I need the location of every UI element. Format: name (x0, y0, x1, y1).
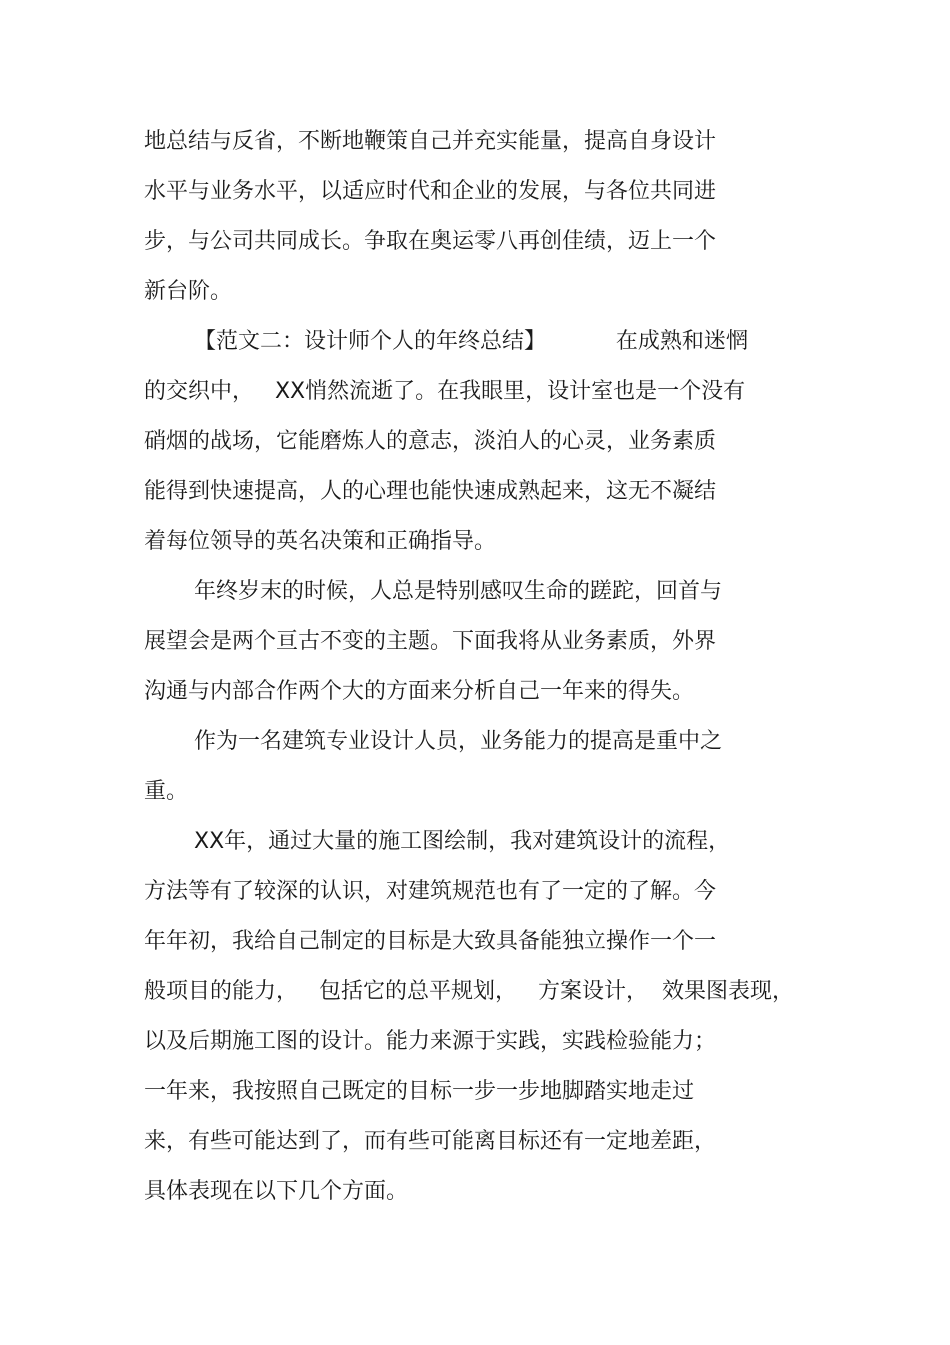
text-line: XX年，通过大量的施工图绘制，我对建筑设计的流程， (194, 829, 731, 854)
text-line: 具体表现在以下几个方面。 (144, 1179, 409, 1204)
text-line: 以及后期施工图的设计。能力来源于实践，实践检验能力； (144, 1029, 717, 1054)
text-line: 硝烟的战场，它能磨炼人的意志，淡泊人的心灵，业务素质 (144, 429, 717, 454)
text-line: 沟通与内部合作两个大的方面来分析自己一年来的得失。 (144, 679, 695, 704)
text-line: 年年初，我给自己制定的目标是大致具备能独立操作一个一 (144, 929, 717, 954)
text-line: 般项目的能力， 包括它的总平规划， 方案设计， 效果图表现， (144, 979, 794, 1004)
text-line: 方法等有了较深的认识，对建筑规范也有了一定的了解。今 (144, 879, 717, 904)
text-line: 新台阶。 (144, 279, 233, 304)
text-line: 来，有些可能达到了，而有些可能离目标还有一定地差距， (144, 1129, 717, 1154)
text-line: 步，与公司共同成长。争取在奥运零八再创佳绩，迈上一个 (144, 229, 717, 254)
section-heading-line: 【范文二：设计师个人的年终总结】 在成熟和迷惘 (194, 329, 748, 354)
text-line: 重。 (144, 779, 189, 804)
text-line: 的交织中， XX悄然流逝了。在我眼里，设计室也是一个没有 (144, 379, 746, 404)
text-line: 展望会是两个亘古不变的主题。下面我将从业务素质，外界 (144, 629, 717, 654)
text-line: 年终岁末的时候，人总是特别感叹生命的蹉跎，回首与 (194, 579, 723, 604)
text-line: 着每位领导的英名决策和正确指导。 (144, 529, 497, 554)
text-line: 能得到快速提高，人的心理也能快速成熟起来，这无不凝结 (144, 479, 717, 504)
text-line: 地总结与反省，不断地鞭策自己并充实能量，提高自身设计 (144, 129, 717, 154)
text-line: 水平与业务水平，以适应时代和企业的发展，与各位共同进 (144, 179, 717, 204)
text-line: 一年来，我按照自己既定的目标一步一步地脚踏实地走过 (144, 1079, 695, 1104)
text-line: 作为一名建筑专业设计人员，业务能力的提高是重中之 (194, 729, 723, 754)
